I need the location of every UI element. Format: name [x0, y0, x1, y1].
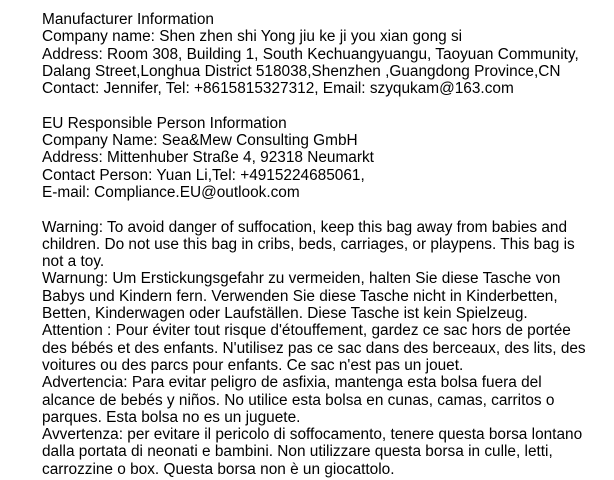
warning-fr-line: des bébés et des enfants. N'utilisez pas ce sac dans des berceaux, des lits, des [42, 339, 586, 357]
manufacturer-heading: Manufacturer Information [42, 11, 214, 28]
warning-de-line: Babys und Kindern fern. Verwenden Sie diese Tasche nicht in Kinderbetten, [42, 287, 558, 305]
label-document [42, 11, 614, 478]
warnings-section [42, 219, 614, 478]
warning-de-line: Betten, Kinderwagen oder Laufställen. Diese Tasche ist kein Spielzeug. [42, 305, 528, 323]
warning-it-line: carrozzine o box. Questa borsa non è un giocattolo. [42, 460, 395, 478]
manufacturer-address-line-2: Dalang Street,Longhua District 518038,Shenzhen ,Guangdong Province,CN [42, 62, 561, 80]
eu-responsible-email: E-mail: Compliance.EU@outlook.com [42, 183, 300, 201]
eu-responsible-contact: Contact Person: Yuan Li,Tel: +4915224685061, [42, 166, 365, 184]
warning-fr-line: voitures ou des parcs pour enfants. Ce sac n'est pas un jouet. [42, 356, 464, 374]
warning-en-line: not a toy. [42, 253, 105, 271]
eu-responsible-company: Company Name: Sea&Mew Consulting GmbH [42, 132, 358, 150]
section-spacer [42, 97, 614, 114]
eu-responsible-section [42, 115, 614, 201]
manufacturer-section [42, 11, 614, 97]
eu-responsible-address: Address: Mittenhuber Straße 4, 92318 Neumarkt [42, 149, 374, 167]
warning-es-line: Advertencia: Para evitar peligro de asfixia, mantenga esta bolsa fuera del [42, 374, 542, 392]
warning-es-line: parques. Esta bolsa no es un juguete. [42, 408, 301, 426]
warning-it-line: Avvertenza: per evitare il pericolo di soffocamento, tenere questa borsa lontano [42, 426, 583, 444]
manufacturer-company: Company name: Shen zhen shi Yong jiu ke ji you xian gong si [42, 28, 463, 46]
warning-it-line: dalla portata di neonati e bambini. Non utilizzare questa borsa in culle, letti, [42, 443, 553, 461]
warning-en-line: Warning: To avoid danger of suffocation, keep this bag away from babies and [42, 218, 568, 236]
warning-de-line: Warnung: Um Erstickungsgefahr zu vermeiden, halten Sie diese Tasche von [42, 270, 561, 288]
warning-fr-line: Attention : Pour éviter tout risque d'étouffement, gardez ce sac hors de portée [42, 322, 571, 340]
warning-es-line: alcance de bebés y niños. No utilice esta bolsa en cunas, camas, carritos o [42, 391, 555, 409]
manufacturer-contact: Contact: Jennifer, Tel: +8615815327312, Email: szyqukam@163.com [42, 80, 514, 98]
warning-en-line: children. Do not use this bag in cribs, beds, carriages, or playpens. This bag is [42, 235, 575, 253]
manufacturer-address-line-1: Address: Room 308, Building 1, South Kechuangyuangu, Taoyuan Community, [42, 45, 579, 63]
eu-responsible-heading: EU Responsible Person Information [42, 114, 287, 132]
section-spacer [42, 201, 614, 218]
